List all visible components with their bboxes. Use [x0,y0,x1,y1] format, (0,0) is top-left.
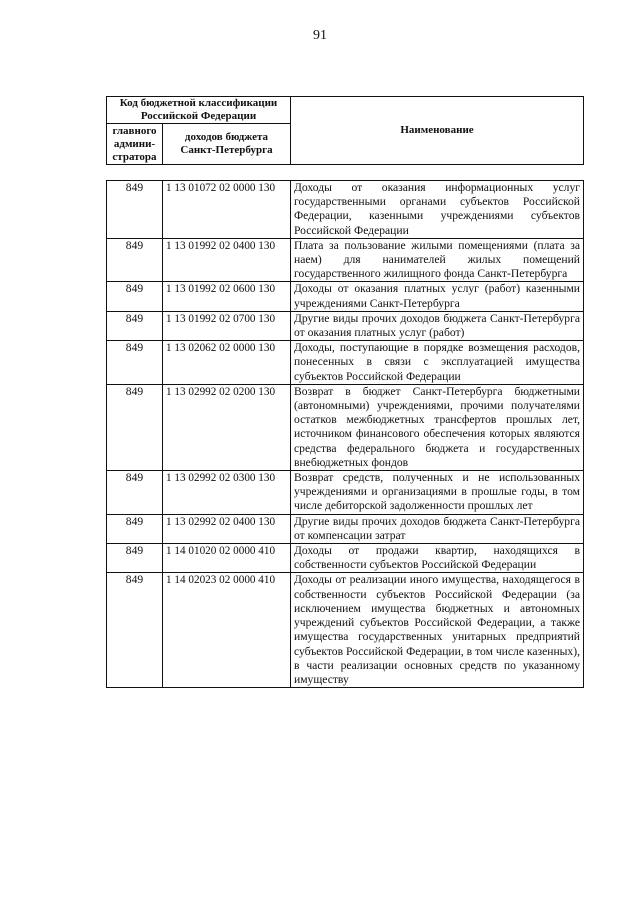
admin-code-cell: 849 [107,311,163,340]
revenue-table-body [107,181,584,688]
table-row [107,514,584,543]
revenue-name-cell: Другие виды прочих доходов бюджета Санкт-Петербурга от оказания платных услуг (работ) [291,311,584,340]
admin-code-cell: 849 [107,514,163,543]
table-row [107,384,584,470]
revenue-name-cell: Доходы от продажи квартир, находящихся в собственности субъектов Российской Федерации [291,544,584,573]
revenue-code-cell: 1 13 01992 02 0600 130 [163,282,291,311]
revenue-code-cell: 1 13 01072 02 0000 130 [163,181,291,239]
revenue-name-cell: Возврат средств, полученных и не использованных учреждениями и организациями в прошлые годы, в том числе дебиторской задолженности прошлых лет [291,471,584,515]
admin-code-cell: 849 [107,341,163,385]
revenue-name-cell: Возврат в бюджет Санкт-Петербурга бюджетными (автономными) учреждениями, прочими получателями остатков межбюджетных трансфертов прошлых лет, источником финансового обеспечения которых являются средства федерального бюджета и государственных внебюджетных фондов [291,384,584,470]
budget-classification-header: Код бюджетной классификации Российской Федерации [107,97,291,124]
admin-code-cell: 849 [107,384,163,470]
code-column-header: доходов бюджета Санкт-Петербурга [163,124,291,165]
table-row [107,544,584,573]
table-row [107,282,584,311]
admin-code-cell: 849 [107,573,163,688]
revenue-code-cell: 1 13 02062 02 0000 130 [163,341,291,385]
revenue-code-cell: 1 14 02023 02 0000 410 [163,573,291,688]
table-row [107,471,584,515]
admin-code-cell: 849 [107,181,163,239]
page-number: 91 [313,28,327,43]
table-row [107,181,584,239]
revenue-name-cell: Доходы от оказания информационных услуг государственными органами субъектов Российской Федерации, казенными учреждениями субъектов Российской Федерации [291,181,584,239]
admin-code-cell: 849 [107,471,163,515]
table-row [107,238,584,282]
revenue-name-cell: Доходы от оказания платных услуг (работ) казенными учреждениями Санкт-Петербурга [291,282,584,311]
revenue-name-cell: Другие виды прочих доходов бюджета Санкт-Петербурга от компенсации затрат [291,514,584,543]
revenue-table [106,180,584,688]
revenue-name-cell: Плата за пользование жилыми помещениями (плата за наем) для нанимателей жилых помещений государственного жилищного фонда Санкт-Петербурга [291,238,584,282]
admin-code-cell: 849 [107,282,163,311]
table-row [107,573,584,688]
admin-code-cell: 849 [107,238,163,282]
revenue-name-cell: Доходы, поступающие в порядке возмещения расходов, понесенных в связи с эксплуатацией имущества субъектов Российской Федерации [291,341,584,385]
revenue-code-cell: 1 13 02992 02 0200 130 [163,384,291,470]
revenue-code-cell: 1 13 01992 02 0400 130 [163,238,291,282]
revenue-code-cell: 1 14 01020 02 0000 410 [163,544,291,573]
revenue-code-cell: 1 13 01992 02 0700 130 [163,311,291,340]
admin-code-cell: 849 [107,544,163,573]
revenue-name-cell: Доходы от реализации иного имущества, находящегося в собственности субъектов Российской Федерации (за исключением имущества бюджетных и автономных учреждений субъектов Российской Федерации, а также имущества государственных унитарных предприятий субъектов Российской Федерации, в том числе казенных), в части реализации основных средств по указанному имуществу [291,573,584,688]
table-row [107,311,584,340]
revenue-code-cell: 1 13 02992 02 0400 130 [163,514,291,543]
revenue-code-cell: 1 13 02992 02 0300 130 [163,471,291,515]
admin-column-header: главного админи-стратора [107,124,163,165]
table-row [107,341,584,385]
name-column-header: Наименование [291,97,584,165]
header-table [106,96,584,165]
